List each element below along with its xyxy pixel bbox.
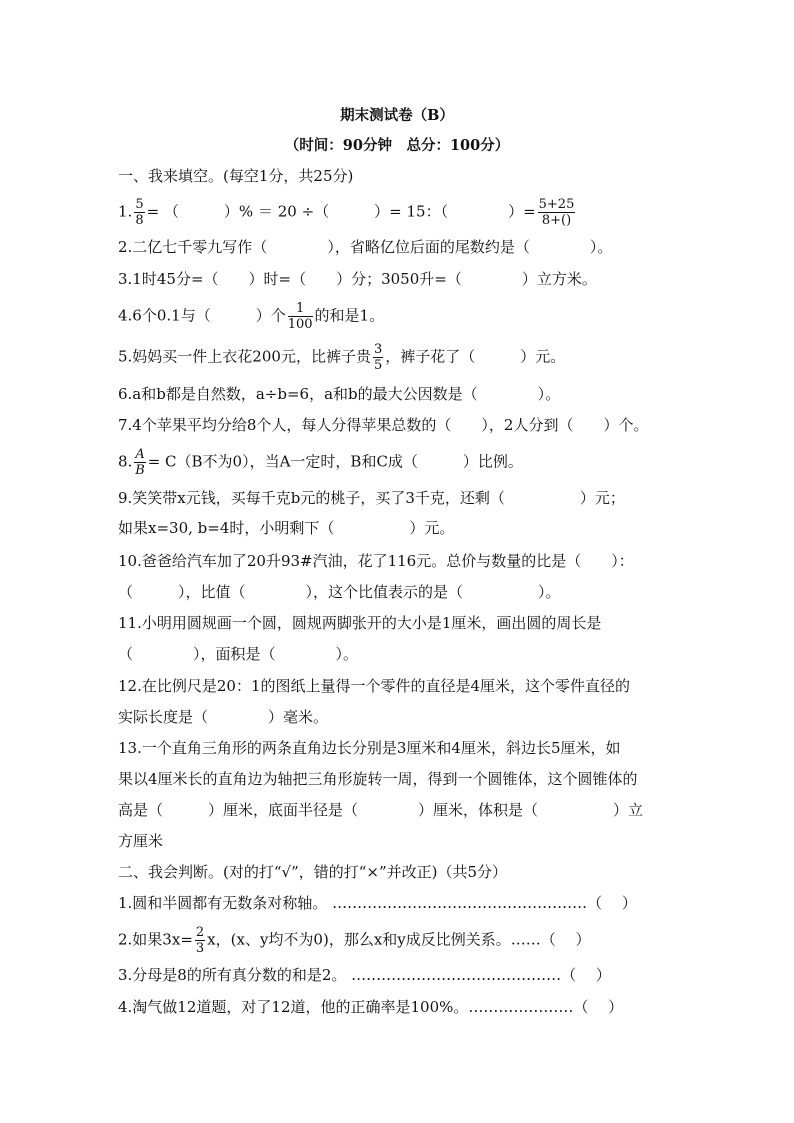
fraction: $\frac{1}{100}$ xyxy=(287,301,313,332)
fraction: $\frac{2}{3}$ xyxy=(195,925,205,956)
question-6: 6.a和b都是自然数，a÷b=6，a和b的最大公因数是（ ）。 xyxy=(118,385,561,403)
question-text: ，裤子花了（ ）元。 xyxy=(385,347,566,366)
question-13-line3: 高是（ ）厘米，底面半径是（ ）厘米，体积是（ ）立 xyxy=(118,801,644,819)
question-13-line2: 果以4厘米长的直角边为轴把三角形旋转一周，得到一个圆锥体，这个圆锥体的 xyxy=(118,770,638,788)
judgement-3: 3.分母是8的所有真分数的和是2。 ……………………………………（ ） xyxy=(118,966,611,984)
question-number: 8. xyxy=(118,452,133,471)
question-text: x，(x、y均不为0)，那么x和y成反比例关系。……（ ） xyxy=(207,930,591,949)
question-text: 2.如果3x= xyxy=(118,930,193,949)
question-3: 3.1时45分=（ ）时=（ ）分；3050升=（ ）立方米。 xyxy=(118,270,597,288)
question-13-line4: 方厘米 xyxy=(118,832,164,850)
question-1 xyxy=(118,198,678,227)
exam-subtitle: （时间：90分钟 总分：100分） xyxy=(284,137,510,154)
question-11-line2: （ ），面积是（ ）。 xyxy=(118,645,359,663)
question-text: 的和是1。 xyxy=(314,306,385,325)
question-12-line1: 12.在比例尺是20：1的图纸上量得一个零件的直径是4厘米，这个零件直径的 xyxy=(118,677,631,695)
question-4 xyxy=(118,302,678,331)
judgement-2 xyxy=(118,926,678,955)
question-text: = （ ）% ＝ 20 ÷（ ）= 15：（ ）= xyxy=(146,202,536,221)
fraction: $\frac{5+25}{8+()}$ xyxy=(538,197,575,228)
exam-title: 期末测试卷（B） xyxy=(340,107,454,124)
question-2: 2.二亿七千零九写作（ ），省略亿位后面的尾数约是（ ）。 xyxy=(118,238,613,256)
fraction: $\frac{3}{5}$ xyxy=(373,342,383,373)
question-10-line1: 10.爸爸给汽车加了20升93#汽油，花了116元。总价与数量的比是（ ）： xyxy=(118,552,634,570)
fraction: $\frac{5}{8}$ xyxy=(135,197,144,228)
judgement-4: 4.淘气做12道题，对了12道，他的正确率是100%。…………………（ ） xyxy=(118,998,624,1016)
question-8 xyxy=(118,448,678,477)
question-11-line1: 11.小明用圆规画一个圆，圆规两脚张开的大小是1厘米，画出圆的周长是 xyxy=(118,614,602,632)
question-10-line2: （ ），比值（ ），这个比值表示的是（ ）。 xyxy=(118,583,561,601)
question-text: 5.妈妈买一件上衣花200元，比裤子贵 xyxy=(118,347,371,366)
section1-heading: 一、我来填空。(每空1分，共25分) xyxy=(118,167,354,185)
question-7: 7.4个苹果平均分给8个人，每人分得苹果总数的（ ），2人分到（ ）个。 xyxy=(118,416,649,434)
fraction: $\frac{A}{B}$ xyxy=(135,447,145,478)
question-number: 1. xyxy=(118,202,133,221)
question-9-line1: 9.笑笑带x元钱，买每千克b元的桃子，买了3千克，还剩（ ）元； xyxy=(118,489,625,507)
question-9-line2: 如果x=30, b=4时，小明剩下（ ）元。 xyxy=(118,519,455,537)
section2-heading: 二、我会判断。(对的打“√”，错的打“×”并改正)（共5分） xyxy=(118,863,508,881)
question-text: = C（B不为0），当A一定时，B和C成（ ）比例。 xyxy=(147,452,523,471)
judgement-1: 1.圆和半圆都有无数条对称轴。 ……………………………………………（ ） xyxy=(118,894,637,912)
question-13-line1: 13.一个直角三角形的两条直角边长分别是3厘米和4厘米，斜边长5厘米，如 xyxy=(118,739,621,757)
question-text: 4.6个0.1与（ ）个 xyxy=(118,306,286,325)
question-5 xyxy=(118,343,678,372)
question-12-line2: 实际长度是（ ）毫米。 xyxy=(118,708,329,726)
